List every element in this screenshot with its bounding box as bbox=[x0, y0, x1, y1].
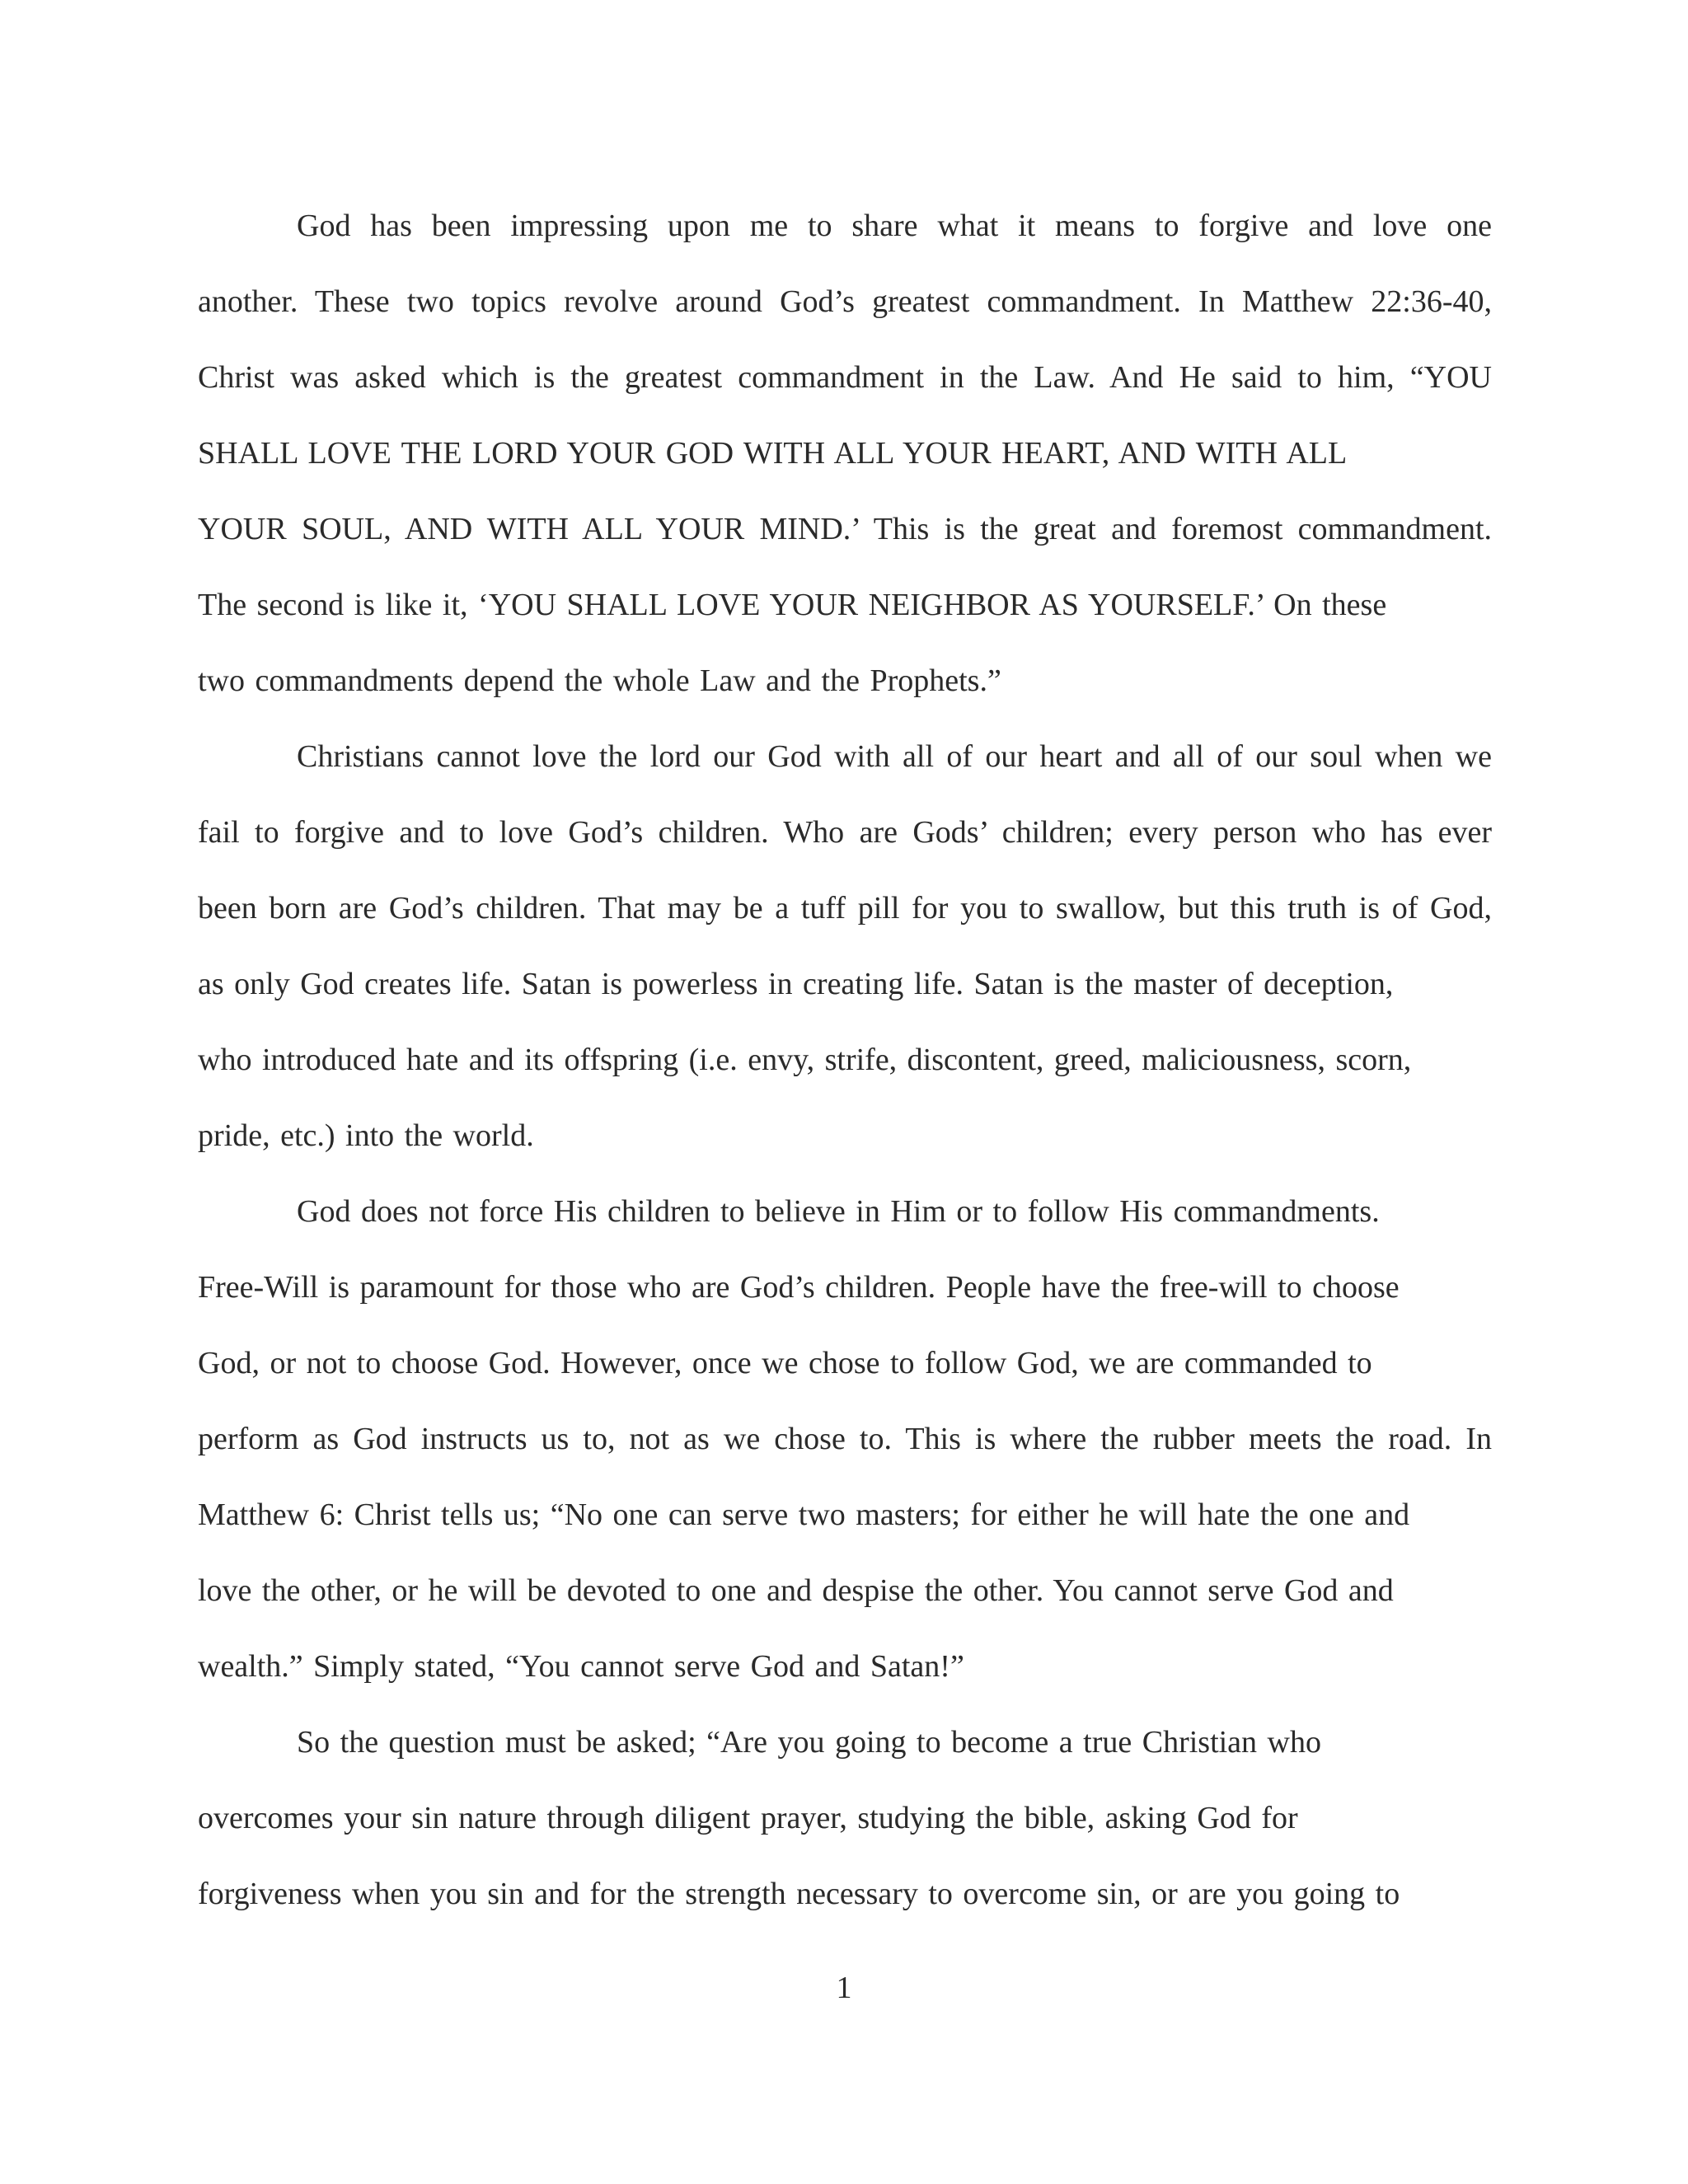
text-line: as only God creates life. Satan is powerless in creating life. Satan is the master of deception, bbox=[198, 967, 1394, 1001]
text-line: God has been impressing upon me to share what it means to forgive and love one bbox=[297, 209, 1492, 243]
page-number: 1 bbox=[836, 1971, 852, 2005]
text-line: who introduced hate and its offspring (i.e. envy, strife, discontent, greed, maliciousness, scorn, bbox=[198, 1043, 1412, 1077]
text-line: Free-Will is paramount for those who are God’s children. People have the free-will to choose bbox=[198, 1270, 1400, 1305]
paragraph-1 bbox=[198, 188, 1492, 719]
text-line: SHALL LOVE THE LORD YOUR GOD WITH ALL YOUR HEART, AND WITH ALL bbox=[198, 436, 1348, 471]
text-line: Christians cannot love the lord our God with all of our heart and all of our soul when we bbox=[297, 739, 1492, 774]
text-line: YOUR SOUL, AND WITH ALL YOUR MIND.’ This is the great and foremost commandment. bbox=[198, 512, 1492, 546]
text-line: fail to forgive and to love God’s children. Who are Gods’ children; every person who has ever bbox=[198, 815, 1492, 850]
paragraph-4 bbox=[198, 1704, 1492, 1932]
text-line: love the other, or he will be devoted to one and despise the other. You cannot serve God and bbox=[198, 1573, 1394, 1608]
text-line: Matthew 6: Christ tells us; “No one can serve two masters; for either he will hate the one and bbox=[198, 1497, 1410, 1532]
text-line: Christ was asked which is the greatest commandment in the Law. And He said to him, “YOU bbox=[198, 360, 1492, 395]
text-line: So the question must be asked; “Are you going to become a true Christian who bbox=[297, 1725, 1321, 1760]
body-text bbox=[198, 188, 1492, 1932]
paragraph-3 bbox=[198, 1174, 1492, 1704]
text-line: God does not force His children to believe in Him or to follow His commandments. bbox=[297, 1194, 1380, 1229]
text-line: two commandments depend the whole Law and the Prophets.” bbox=[198, 663, 1001, 698]
text-line: overcomes your sin nature through diligent prayer, studying the bible, asking God for bbox=[198, 1801, 1298, 1835]
text-line: pride, etc.) into the world. bbox=[198, 1118, 534, 1153]
text-line: The second is like it, ‘YOU SHALL LOVE YOUR NEIGHBOR AS YOURSELF.’ On these bbox=[198, 588, 1387, 622]
text-line: God, or not to choose God. However, once we chose to follow God, we are commanded to bbox=[198, 1346, 1372, 1380]
text-line: another. These two topics revolve around God’s greatest commandment. In Matthew 22:36-40, bbox=[198, 284, 1492, 319]
text-line: perform as God instructs us to, not as we chose to. This is where the rubber meets the road. In bbox=[198, 1422, 1492, 1456]
text-line: wealth.” Simply stated, “You cannot serve God and Satan!” bbox=[198, 1649, 964, 1684]
text-line: been born are God’s children. That may be a tuff pill for you to swallow, but this truth is of God, bbox=[198, 891, 1492, 926]
text-line: forgiveness when you sin and for the strength necessary to overcome sin, or are you going to bbox=[198, 1877, 1400, 1911]
paragraph-2 bbox=[198, 719, 1492, 1174]
